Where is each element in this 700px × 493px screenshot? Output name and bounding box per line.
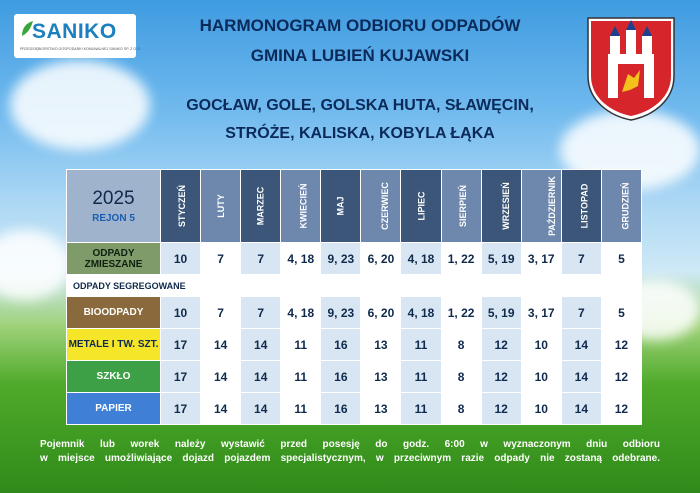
background-cloud (0, 230, 70, 300)
date-cell: 8 (441, 393, 481, 425)
footer-line-2: w miejsce umożliwiające dojazd pojazdem specjalistycznym, w przeciwnym razie odpady nie zostaną odebrane. (40, 453, 660, 464)
date-cell: 13 (361, 361, 401, 393)
month-header: WRZESIEŃ (481, 170, 521, 243)
date-cell: 12 (481, 393, 521, 425)
date-cell: 10 (521, 361, 561, 393)
date-cell: 5 (601, 243, 641, 275)
month-header: PAŹDZIERNIK (521, 170, 561, 243)
date-cell: 4, 18 (281, 243, 321, 275)
date-cell: 7 (241, 297, 281, 329)
date-cell: 16 (321, 361, 361, 393)
month-header: STYCZEŃ (161, 170, 201, 243)
month-header: LUTY (201, 170, 241, 243)
date-cell: 5 (601, 297, 641, 329)
date-cell: 10 (521, 329, 561, 361)
date-cell: 14 (561, 329, 601, 361)
year-label: 2025 (92, 188, 135, 209)
table-header-row (67, 170, 642, 243)
year-header (67, 170, 161, 243)
date-cell: 13 (361, 393, 401, 425)
table-row-metal (67, 329, 642, 361)
date-cell: 7 (241, 243, 281, 275)
month-header: MARZEC (241, 170, 281, 243)
row-label-metal: METALE I TW. SZT. (67, 329, 161, 361)
month-header: MAJ (321, 170, 361, 243)
date-cell: 9, 23 (321, 297, 361, 329)
date-cell: 14 (201, 329, 241, 361)
date-cell: 11 (281, 393, 321, 425)
table-row-paper (67, 393, 642, 425)
date-cell: 4, 18 (401, 297, 441, 329)
date-cell: 14 (241, 361, 281, 393)
date-cell: 7 (201, 243, 241, 275)
date-cell: 3, 17 (521, 297, 561, 329)
row-label-paper: PAPIER (67, 393, 161, 425)
logo-subtitle: PRZEDSIĘBIORSTWO GOSPODARKI KOMUNALNEJ SANIKO SP. Z O.O. (20, 47, 141, 51)
page-title: HARMONOGRAM ODBIORU ODPADÓW (199, 16, 521, 35)
table-row-glass (67, 361, 642, 393)
date-cell: 7 (561, 243, 601, 275)
month-header: LIPIEC (401, 170, 441, 243)
date-cell: 1, 22 (441, 243, 481, 275)
region-label: REJON 5 (92, 213, 135, 224)
date-cell: 4, 18 (281, 297, 321, 329)
date-cell: 17 (161, 361, 201, 393)
month-header: CZERWIEC (361, 170, 401, 243)
coat-of-arms-icon (586, 16, 676, 122)
date-cell: 10 (521, 393, 561, 425)
date-cell: 14 (241, 329, 281, 361)
localities-line-1: GOCŁAW, GOLE, GOLSKA HUTA, SŁAWĘCIN, (186, 97, 534, 114)
segregated-label: ODPADY SEGREGOWANE (67, 275, 642, 297)
date-cell: 14 (561, 361, 601, 393)
date-cell: 17 (161, 393, 201, 425)
date-cell: 14 (201, 393, 241, 425)
date-cell: 17 (161, 329, 201, 361)
month-header: SIERPIEŃ (441, 170, 481, 243)
date-cell: 6, 20 (361, 243, 401, 275)
date-cell: 14 (241, 393, 281, 425)
date-cell: 7 (561, 297, 601, 329)
table-row-bio (67, 297, 642, 329)
date-cell: 4, 18 (401, 243, 441, 275)
date-cell: 9, 23 (321, 243, 361, 275)
date-cell: 3, 17 (521, 243, 561, 275)
date-cell: 14 (561, 393, 601, 425)
table-row-mixed (67, 243, 642, 275)
date-cell: 8 (441, 361, 481, 393)
month-header: LISTOPAD (561, 170, 601, 243)
date-cell: 5, 19 (481, 297, 521, 329)
saniko-logo (14, 14, 141, 58)
date-cell: 1, 22 (441, 297, 481, 329)
date-cell: 16 (321, 393, 361, 425)
date-cell: 11 (401, 361, 441, 393)
date-cell: 12 (601, 393, 641, 425)
date-cell: 13 (361, 329, 401, 361)
date-cell: 11 (401, 393, 441, 425)
footer-line-1: Pojemnik lub worek należy wystawić przed posesję do godz. 6:00 w wyznaczonym dniu odbioru (40, 439, 660, 450)
month-header: KWIECIEŃ (281, 170, 321, 243)
date-cell: 10 (161, 297, 201, 329)
date-cell: 8 (441, 329, 481, 361)
date-cell: 5, 19 (481, 243, 521, 275)
row-label-mixed: ODPADY ZMIESZANE (67, 243, 161, 275)
date-cell: 14 (201, 361, 241, 393)
date-cell: 12 (481, 361, 521, 393)
date-cell: 16 (321, 329, 361, 361)
page-subtitle: GMINA LUBIEŃ KUJAWSKI (250, 46, 470, 65)
row-label-bio: BIOODPADY (67, 297, 161, 329)
localities-line-2: STRÓŻE, KALISKA, KOBYLA ŁĄKA (225, 125, 495, 142)
schedule-table (66, 169, 642, 425)
date-cell: 11 (281, 361, 321, 393)
segregated-header-row (67, 275, 642, 297)
date-cell: 7 (201, 297, 241, 329)
row-label-glass: SZKŁO (67, 361, 161, 393)
background-cloud (10, 60, 150, 150)
date-cell: 12 (481, 329, 521, 361)
date-cell: 12 (601, 361, 641, 393)
date-cell: 10 (161, 243, 201, 275)
footer-note (40, 438, 660, 466)
logo-name: SANIKO (32, 20, 117, 43)
date-cell: 12 (601, 329, 641, 361)
month-header: GRUDZIEŃ (601, 170, 641, 243)
date-cell: 6, 20 (361, 297, 401, 329)
date-cell: 11 (281, 329, 321, 361)
date-cell: 11 (401, 329, 441, 361)
